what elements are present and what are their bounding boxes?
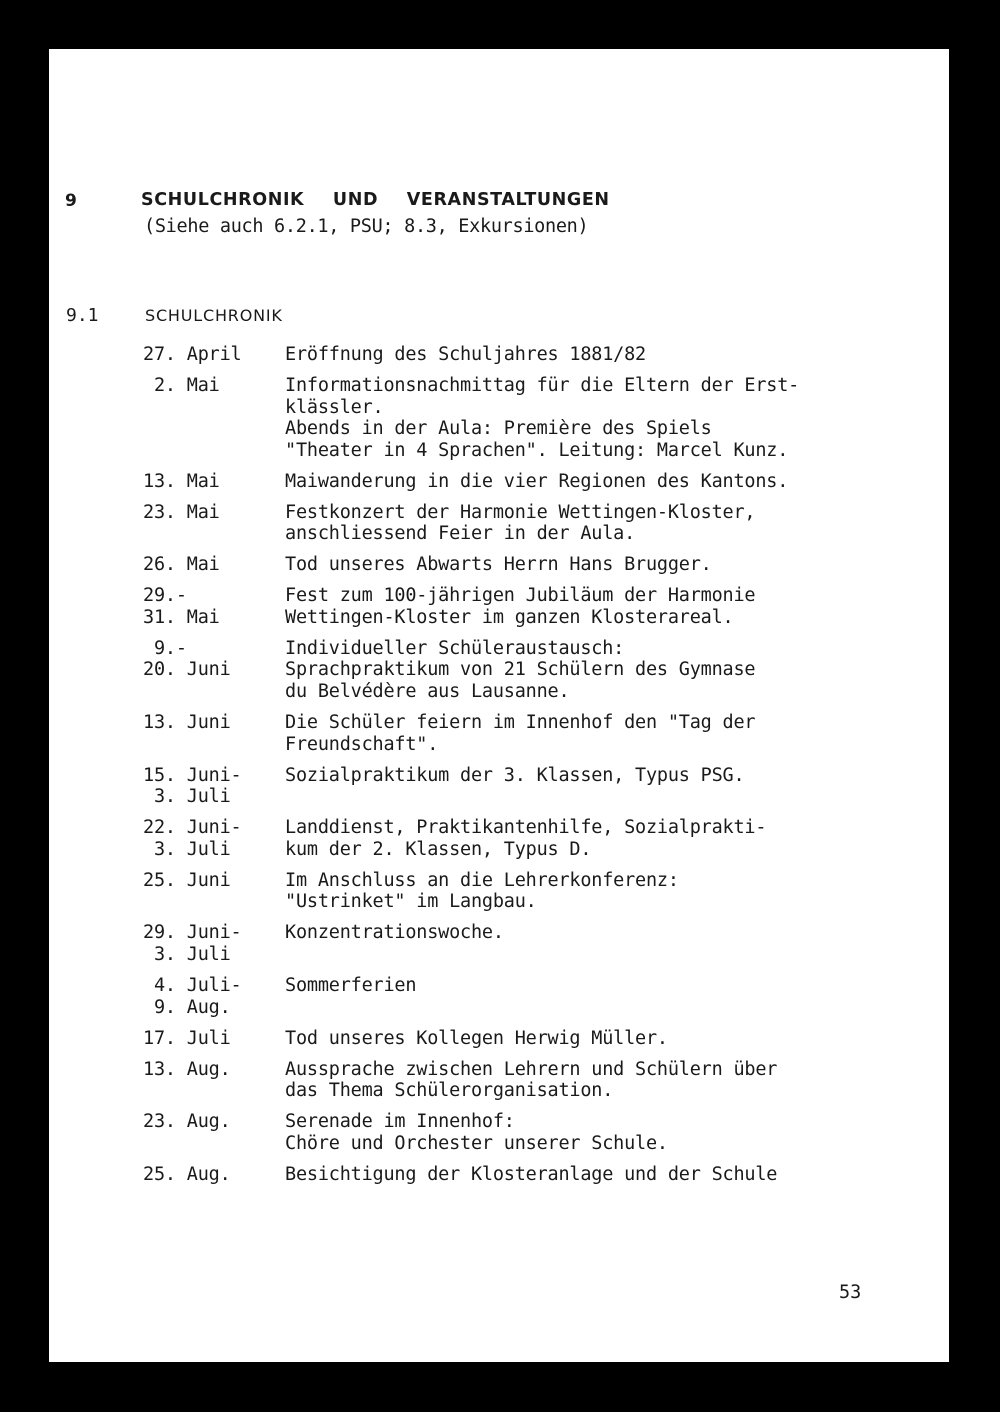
entry-text: Konzentrationswoche. bbox=[285, 922, 504, 944]
subsection-title: SCHULCHRONIK bbox=[145, 306, 283, 325]
chronicle-list bbox=[143, 344, 923, 1195]
chronicle-entry bbox=[143, 375, 923, 461]
entry-text: Informationsnachmittag für die Eltern der Erst- klässler. Abends in der Aula: Première des Spiels "Theater in 4 Sprachen". Leitung: Marcel Kunz. bbox=[285, 374, 800, 461]
document-page bbox=[49, 49, 949, 1362]
entry-text: Sommerferien bbox=[285, 974, 417, 996]
chronicle-entry bbox=[143, 817, 923, 860]
chronicle-entry bbox=[143, 1059, 923, 1102]
entry-date: 29. Juni- 3. Juli bbox=[143, 922, 242, 965]
entry-date: 25. Aug. bbox=[143, 1163, 231, 1185]
entry-text: Fest zum 100-jährigen Jubiläum der Harmonie Wettingen-Kloster im ganzen Klosterareal. bbox=[285, 585, 756, 628]
chronicle-entry bbox=[143, 344, 923, 366]
section-number: 9 bbox=[65, 191, 77, 211]
entry-date: 4. Juli- 9. Aug. bbox=[153, 974, 242, 1018]
entry-date: 22. Juni- 3. Juli bbox=[143, 817, 242, 860]
entry-text: Individueller Schüleraustausch: Sprachpraktikum von 21 Schülern des Gymnase du Belvédère aus Lausanne. bbox=[285, 637, 756, 703]
entry-text: Eröffnung des Schuljahres 1881/82 bbox=[285, 344, 646, 365]
chronicle-entry bbox=[143, 975, 923, 1018]
chronicle-entry bbox=[143, 922, 923, 965]
entry-date: 17. Juli bbox=[143, 1027, 231, 1049]
entry-text: Sozialpraktikum der 3. Klassen, Typus PSG. bbox=[285, 764, 745, 786]
chronicle-entry bbox=[143, 1028, 923, 1050]
chronicle-entry bbox=[143, 1164, 923, 1186]
page-number: 53 bbox=[839, 1282, 862, 1303]
chronicle-entry bbox=[143, 765, 923, 808]
subsection-number: 9.1 bbox=[66, 305, 99, 326]
entry-date: 13. Juni bbox=[143, 712, 231, 734]
entry-date: 29.- 31. Mai bbox=[143, 585, 220, 628]
entry-date: 25. Juni bbox=[143, 869, 231, 891]
entry-date: 13. Aug. bbox=[143, 1058, 231, 1080]
chronicle-entry bbox=[143, 712, 923, 755]
entry-text: Landdienst, Praktikantenhilfe, Sozialprakti- kum der 2. Klassen, Typus D. bbox=[285, 817, 767, 860]
entry-text: Besichtigung der Klosteranlage und der Schule bbox=[285, 1163, 778, 1185]
entry-date: 13. Mai bbox=[143, 470, 220, 492]
entry-text: Festkonzert der Harmonie Wettingen-Kloster, anschliessend Feier in der Aula. bbox=[285, 501, 756, 545]
entry-text: Aussprache zwischen Lehrern und Schülern über das Thema Schülerorganisation. bbox=[285, 1058, 778, 1102]
entry-date: 15. Juni- 3. Juli bbox=[143, 764, 242, 808]
chronicle-entry bbox=[143, 870, 923, 913]
section-subtitle: (Siehe auch 6.2.1, PSU; 8.3, Exkursionen) bbox=[144, 216, 589, 237]
entry-date: 26. Mai bbox=[143, 554, 220, 576]
chronicle-entry bbox=[143, 638, 923, 703]
entry-text: Die Schüler feiern im Innenhof den "Tag der Freundschaft". bbox=[285, 712, 756, 755]
entry-text: Tod unseres Kollegen Herwig Müller. bbox=[285, 1027, 668, 1049]
chronicle-entry bbox=[143, 554, 923, 576]
entry-date: 23. Mai bbox=[143, 501, 220, 523]
entry-date: 23. Aug. bbox=[143, 1111, 231, 1133]
chronicle-entry bbox=[143, 585, 923, 628]
entry-text: Im Anschluss an die Lehrerkonferenz: "Ustrinket" im Langbau. bbox=[285, 869, 679, 913]
chronicle-entry bbox=[143, 502, 923, 545]
entry-date: 2. Mai bbox=[143, 374, 220, 396]
entry-date: 9.- 20. Juni bbox=[143, 637, 231, 681]
entry-text: Tod unseres Abwarts Herrn Hans Brugger. bbox=[285, 554, 712, 576]
section-title: SCHULCHRONIK UND VERANSTALTUNGEN bbox=[141, 190, 610, 210]
chronicle-entry bbox=[143, 1111, 923, 1154]
entry-text: Serenade im Innenhof: Chöre und Orchester unserer Schule. bbox=[285, 1111, 668, 1154]
chronicle-entry bbox=[143, 471, 923, 493]
entry-date: 27. April bbox=[143, 344, 242, 365]
entry-text: Maiwanderung in die vier Regionen des Kantons. bbox=[285, 470, 789, 492]
